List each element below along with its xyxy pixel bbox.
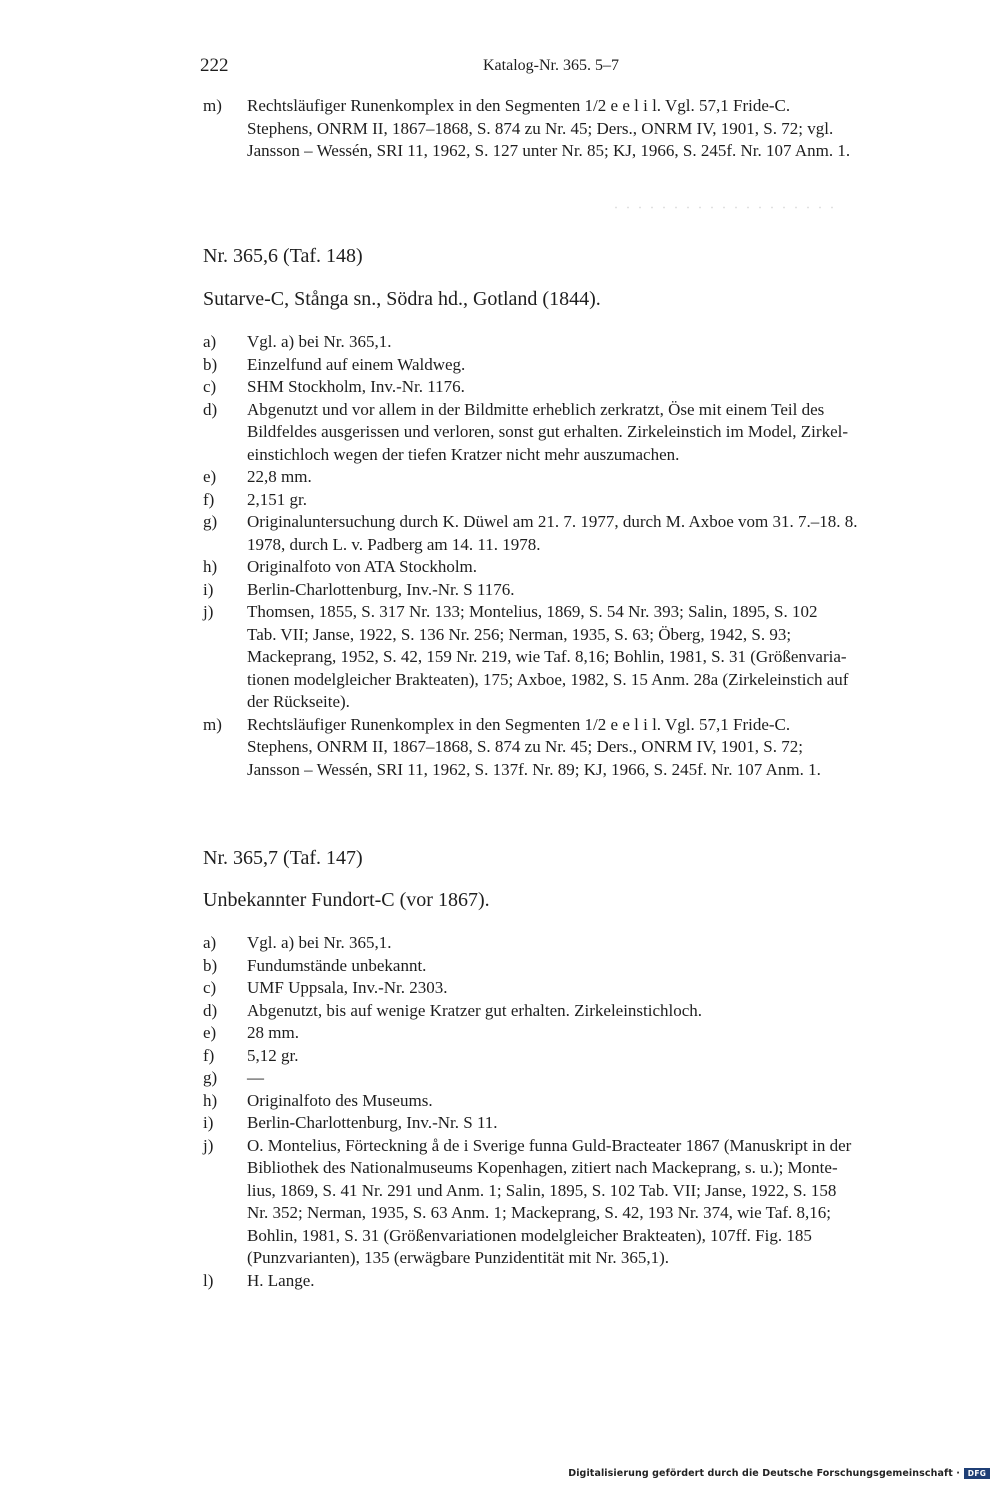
top-entry-list xyxy=(200,95,920,163)
entry-text: 5,12 gr. xyxy=(247,1045,299,1065)
list-item xyxy=(200,1067,920,1090)
list-item xyxy=(200,1022,920,1045)
running-head xyxy=(200,55,920,81)
entry-label: i) xyxy=(203,1113,214,1132)
entry-label: j) xyxy=(203,602,214,621)
entry-label: g) xyxy=(203,1068,218,1087)
entry-label: m) xyxy=(203,96,222,115)
entry-text: UMF Uppsala, Inv.-Nr. 2303. xyxy=(247,978,448,997)
list-item xyxy=(200,1135,920,1270)
list-item xyxy=(200,511,920,556)
list-item xyxy=(200,1000,920,1023)
entry-text: Vgl. a) bei Nr. 365,1. xyxy=(247,332,392,351)
page-number: 222 xyxy=(200,55,229,76)
faint-dotted-mark xyxy=(610,206,840,209)
entry-text: Rechtsläufiger Runenkomplex in den Segmenten 1/2 e e l i l. Vgl. 57,1 Fride-C. Stephens, ONRM II, 1867–1868, S. 874 zu Nr. 45; Ders., ONRM IV, 1901, S. 72; vgl. Jansson – Wessén, SRI 11, 1962, S. 127 unter Nr. 85; KJ, 1966, S. 245f. Nr. 107 Anm. 1. xyxy=(247,96,851,160)
list-item xyxy=(200,1112,920,1135)
running-title: Katalog-Nr. 365. 5–7 xyxy=(483,57,619,74)
digitization-footer xyxy=(568,1468,990,1479)
section-heading-365-7: Nr. 365,7 (Taf. 147) xyxy=(203,847,363,869)
list-item xyxy=(200,466,920,489)
list-item xyxy=(200,714,920,782)
entry-list-365-6 xyxy=(200,331,920,781)
list-item xyxy=(200,95,920,163)
entry-text: Berlin-Charlottenburg, Inv.-Nr. S 11. xyxy=(247,1113,498,1132)
entry-text: Abgenutzt und vor allem in der Bildmitte erheblich zerkratzt, Öse mit einem Teil des Bildfeldes ausgerissen und verloren, sonst gut erhalten. Zirkeleinstich im Model, Zirkel- einstichloch wegen der tiefen Kratzer nicht mehr auszumachen. xyxy=(247,399,848,464)
entry-text: Originaluntersuchung durch K. Düwel am 21. 7. 1977, durch M. Axboe vom 31. 7.–18. 8. 1978, durch L. v. Padberg am 14. 11. 1978. xyxy=(247,512,858,554)
list-item xyxy=(200,376,920,399)
list-item xyxy=(200,955,920,978)
entry-label: c) xyxy=(203,978,217,997)
list-item xyxy=(200,1045,920,1068)
entry-text: Abgenutzt, bis auf wenige Kratzer gut erhalten. Zirkeleinstichloch. xyxy=(247,1000,703,1020)
entry-list-365-7 xyxy=(200,932,920,1292)
entry-text: Thomsen, 1855, S. 317 Nr. 133; Montelius, 1869, S. 54 Nr. 393; Salin, 1895, S. 102 Tab. VII; Janse, 1922, S. 136 Nr. 256; Nerman, 1935, S. 63; Öberg, 1942, S. 93; Mackeprang, 1952, S. 42, 159 Nr. 219, wie Taf. 8,16; Bohlin, 1981, S. 31 (Größenvaria- tionen modelgleicher Brakteaten), 175; Axboe, 1982, S. 15 Anm. 28a (Zirkeleinstich auf der Rückseite). xyxy=(247,602,849,711)
entry-label: e) xyxy=(203,467,217,486)
list-item xyxy=(200,399,920,467)
entry-text: H. Lange. xyxy=(247,1270,315,1290)
dfg-logo-icon: DFG xyxy=(964,1468,990,1479)
list-item xyxy=(200,932,920,955)
entry-label: m) xyxy=(203,714,222,734)
list-item xyxy=(200,354,920,377)
list-item xyxy=(200,601,920,714)
entry-text: Fundumstände unbekannt. xyxy=(247,955,427,975)
entry-label: h) xyxy=(203,1090,218,1110)
section-heading-365-6: Nr. 365,6 (Taf. 148) xyxy=(203,245,363,267)
list-item xyxy=(200,489,920,512)
entry-label: d) xyxy=(203,1000,218,1020)
entry-label: f) xyxy=(203,489,215,509)
entry-text: O. Montelius, Förteckning å de i Sverige funna Guld-Bracteater 1867 (Manuskript in der Bibliothek des Nationalmuseums Kopenhagen, zitiert nach Mackeprang, s. u.); Monte- lius, 1869, S. 41 Nr. 291 und Anm. 1; Salin, 1895, S. 102 Tab. VII; Janse, 1922, S. 158 Nr. 352; Nerman, 1935, S. 63 Anm. 1; Mackeprang, S. 42, 193 Nr. 374, wie Taf. 8,16; Bohlin, 1981, S. 31 (Größenvariationen modelgleicher Brakteaten), 107ff. Fig. 185 (Punzvarianten), 135 (erwägbare Punzidentität mit Nr. 365,1). xyxy=(247,1135,852,1267)
entry-label: b) xyxy=(203,955,218,975)
footer-credit: Digitalisierung gefördert durch die Deutsche Forschungsgemeinschaft · xyxy=(568,1468,960,1479)
entry-label: b) xyxy=(203,354,218,374)
entry-label: f) xyxy=(203,1045,215,1065)
entry-text: Originalfoto des Museums. xyxy=(247,1090,433,1110)
entry-label: i) xyxy=(203,579,214,599)
entry-label: g) xyxy=(203,512,218,531)
list-item xyxy=(200,579,920,602)
entry-label: h) xyxy=(203,557,218,576)
section-subheading-365-7: Unbekannter Fundort-C (vor 1867). xyxy=(203,889,490,911)
list-item xyxy=(200,977,920,1000)
list-item xyxy=(200,331,920,354)
section-subheading-365-6: Sutarve-C, Stånga sn., Södra hd., Gotland (1844). xyxy=(203,288,601,310)
entry-label: d) xyxy=(203,399,218,419)
entry-text: Rechtsläufiger Runenkomplex in den Segmenten 1/2 e e l i l. Vgl. 57,1 Fride-C. Stephens, ONRM II, 1867–1868, S. 874 zu Nr. 45; Ders., ONRM IV, 1901, S. 72; Jansson – Wessén, SRI 11, 1962, S. 137f. Nr. 89; KJ, 1966, S. 245f. Nr. 107 Anm. 1. xyxy=(247,714,821,779)
entry-text: 22,8 mm. xyxy=(247,467,312,486)
entry-label: a) xyxy=(203,332,217,351)
entry-label: e) xyxy=(203,1023,217,1042)
list-item xyxy=(200,556,920,579)
entry-label: j) xyxy=(203,1135,214,1155)
entry-label: a) xyxy=(203,933,217,952)
entry-label: c) xyxy=(203,377,217,396)
entry-text: 2,151 gr. xyxy=(247,489,307,509)
entry-text: 28 mm. xyxy=(247,1023,299,1042)
entry-text: — xyxy=(247,1068,264,1087)
entry-label: l) xyxy=(203,1270,214,1290)
entry-text: Berlin-Charlottenburg, Inv.-Nr. S 1176. xyxy=(247,579,515,599)
list-item xyxy=(200,1270,920,1293)
entry-text: Einzelfund auf einem Waldweg. xyxy=(247,354,466,374)
list-item xyxy=(200,1090,920,1113)
entry-text: Originalfoto von ATA Stockholm. xyxy=(247,557,478,576)
entry-text: SHM Stockholm, Inv.-Nr. 1176. xyxy=(247,377,465,396)
entry-text: Vgl. a) bei Nr. 365,1. xyxy=(247,933,392,952)
